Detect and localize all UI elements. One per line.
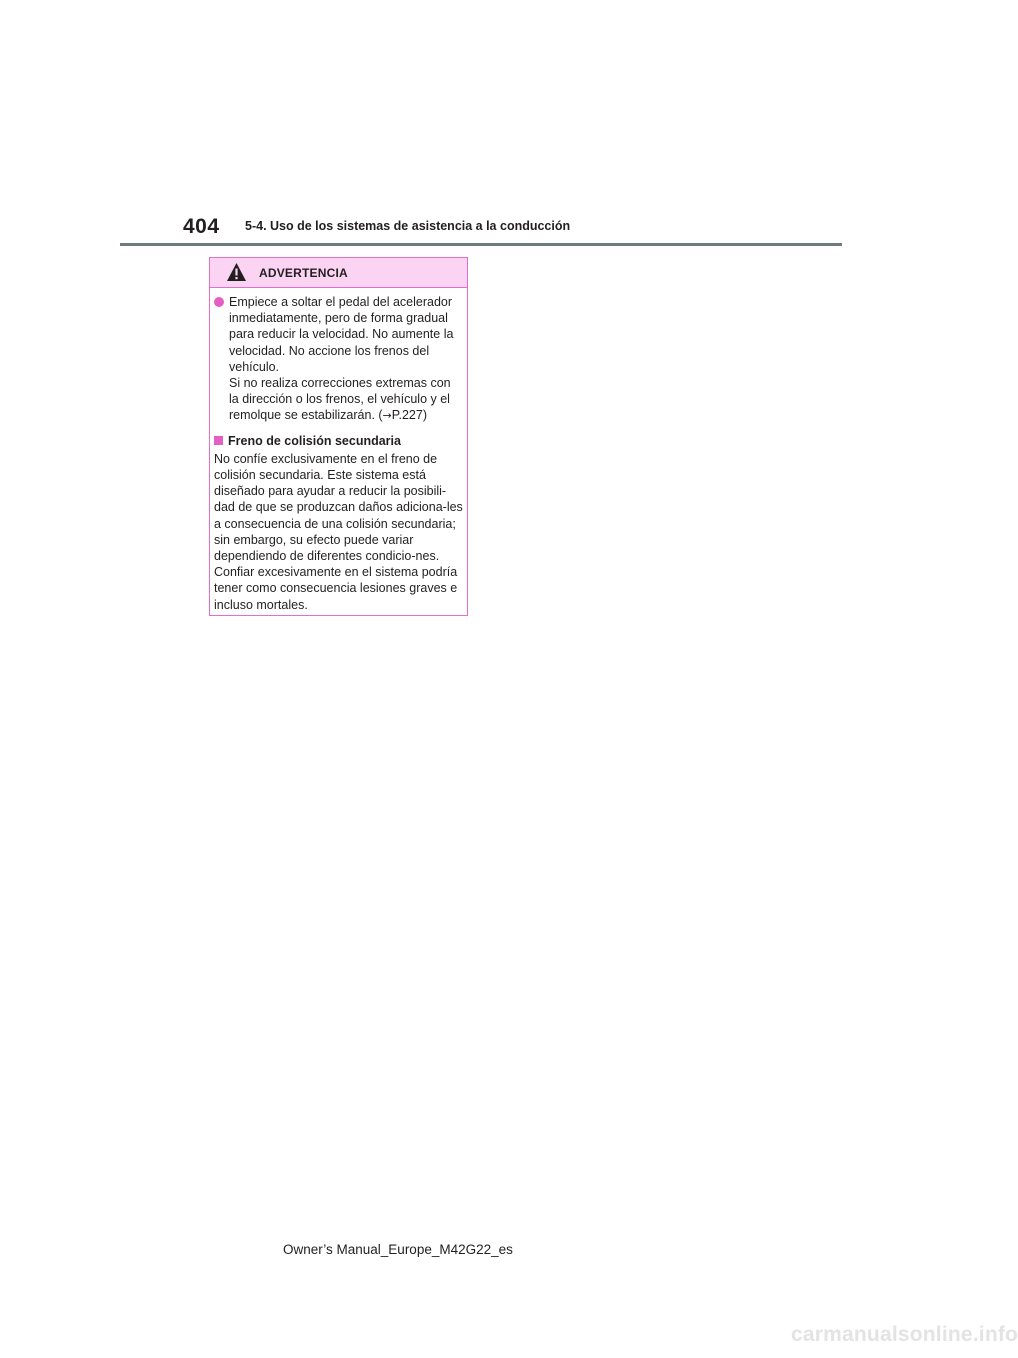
subheading [214,433,463,449]
bullet-line-2-prefix: Si no realiza correcciones extremas con la dirección o los frenos, el vehículo y el remolque se estabilizarán. ( [229,376,451,423]
arrow-icon: → [382,409,392,423]
page-reference-link[interactable]: P.227) [391,408,427,423]
bullet-dot-icon [214,297,224,307]
watermark: carmanualsonline.info [791,1323,1018,1346]
bullet-item [214,294,463,425]
bullet-line-1: Empiece a soltar el pedal del acelerador inmediatamente, pero de forma gradual para reducir la velocidad. No aumente la velocidad. No accione los frenos del vehículo. [229,295,454,374]
bullet-line-2 [229,375,463,425]
warning-title: ADVERTENCIA [259,266,348,280]
warning-header [210,258,467,288]
header-rule [120,243,842,246]
warning-box [209,257,468,616]
page-number: 404 [183,215,220,238]
square-bullet-icon [214,436,223,445]
subheading-text: Freno de colisión secundaria [228,433,401,448]
bullet-text [229,294,463,425]
warning-paragraph: No confíe exclusivamente en el freno de colisión secundaria. Este sistema está diseñado para ayudar a reducir la posibili-dad de que se produzcan daños adiciona-les a consecuencia de una colisión secundaria; sin embargo, su efecto puede variar dependiendo de diferentes condicio-nes. Confiar excesivamente en el sistema podría tener como consecuencia lesiones graves e incluso mortales. [214,451,463,612]
warning-triangle-icon [226,262,247,282]
footer-text: Owner’s Manual_Europe_M42G22_es [283,1242,513,1257]
warning-body [210,288,467,613]
section-title: 5-4. Uso de los sistemas de asistencia a la conducción [245,219,571,233]
